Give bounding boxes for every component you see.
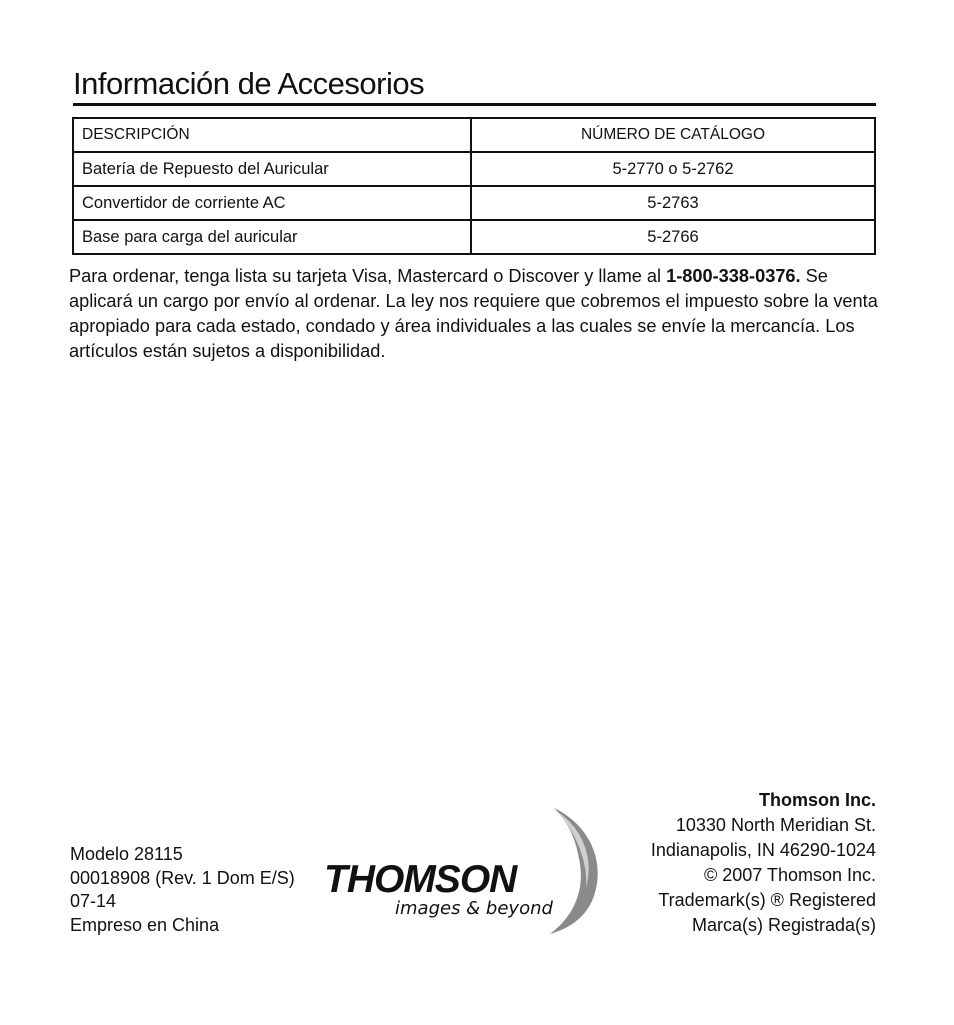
- page-title: Información de Accesorios: [73, 66, 425, 101]
- table-header-row: [73, 118, 875, 152]
- order-text-rest: Se aplicará un cargo por envío al ordenar. La ley nos requiere que cobremos el impuesto sobre la venta apropiado para cada estado, condado y área individuales a las cuales se envíe la mercancía. Los artículos están sujetos a disponibilidad.: [69, 266, 878, 361]
- title-rule: [73, 103, 876, 106]
- row-description: Convertidor de corriente AC: [73, 186, 471, 220]
- model-number: Modelo 28115: [70, 844, 183, 864]
- row-catalog-number: 5-2763: [471, 186, 875, 220]
- thomson-logo: [322, 806, 607, 936]
- part-number: 00018908 (Rev. 1 Dom E/S): [70, 867, 295, 888]
- address-city: Indianapolis, IN 46290-1024: [650, 840, 876, 860]
- order-paragraph: [69, 264, 879, 364]
- row-description: Base para carga del auricular: [73, 220, 471, 254]
- order-text-intro: Para ordenar, tenga lista su tarjeta Visa, Mastercard o Discover y llame al: [69, 266, 667, 286]
- logo-tagline: images & beyond: [395, 898, 553, 919]
- company-name: Thomson Inc.: [759, 790, 876, 810]
- row-catalog-number: 5-2770 o 5-2762: [471, 152, 875, 186]
- order-phone-number: 1-800-338-0376.: [666, 266, 801, 286]
- trademark-es: Marca(s) Registrada(s): [691, 915, 876, 935]
- row-catalog-number: 5-2766: [471, 220, 875, 254]
- logo-brand: THOMSON: [324, 858, 517, 901]
- header-description: DESCRIPCIÓN: [73, 118, 471, 152]
- accessories-table: [72, 117, 876, 255]
- table-row: [73, 186, 875, 220]
- copyright: © 2007 Thomson Inc.: [703, 865, 876, 885]
- model-info: [70, 843, 295, 937]
- trademark-en: Trademark(s) ® Registered: [658, 890, 876, 910]
- header-catalog-number: NÚMERO DE CATÁLOGO: [471, 118, 875, 152]
- address-street: 10330 North Meridian St.: [675, 815, 876, 835]
- row-description: Batería de Repuesto del Auricular: [73, 152, 471, 186]
- print-date: 07-14: [70, 891, 117, 911]
- table-row: [73, 152, 875, 186]
- company-address: [651, 788, 876, 938]
- printed-in: Empreso en China: [70, 914, 220, 935]
- table-row: [73, 220, 875, 254]
